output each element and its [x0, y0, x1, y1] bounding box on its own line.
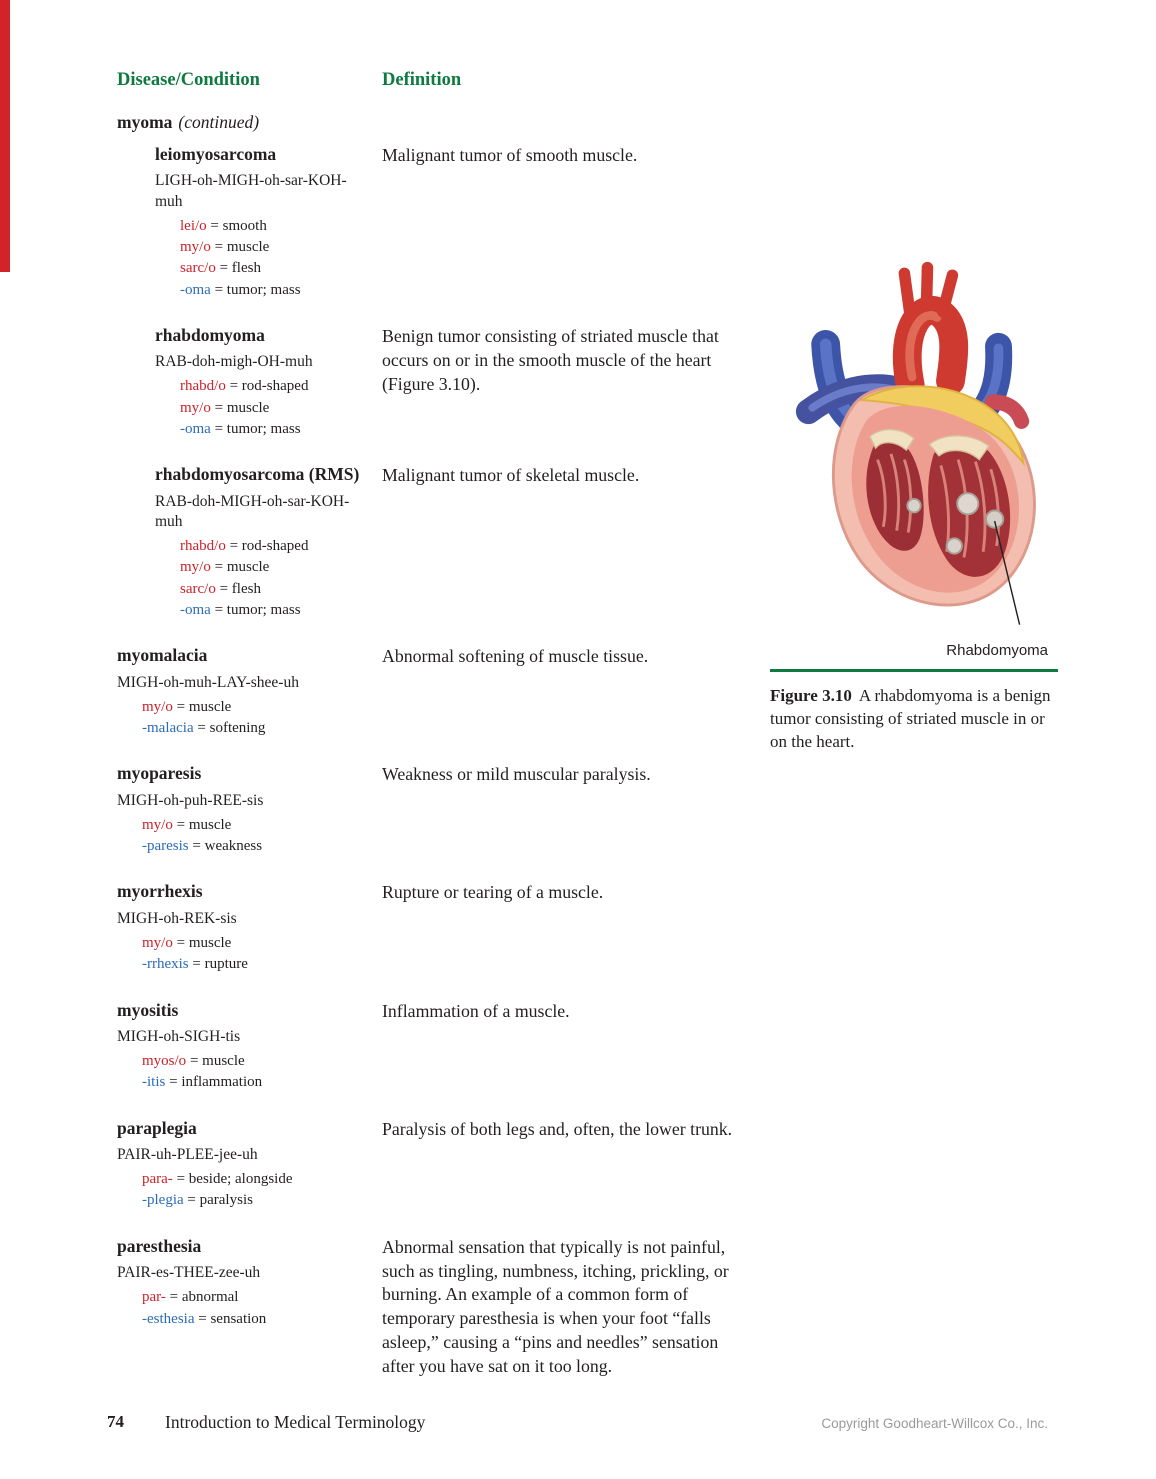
- book-title: Introduction to Medical Terminology: [165, 1412, 426, 1432]
- word-part: [180, 376, 360, 397]
- word-part-term: myos/o: [142, 1053, 187, 1070]
- word-part-meaning: muscle: [226, 559, 270, 576]
- word-part-equals: =: [188, 956, 205, 973]
- word-part-meaning: tumor; mass: [226, 420, 301, 437]
- word-part-meaning: tumor; mass: [226, 601, 301, 618]
- word-part: [142, 1051, 322, 1072]
- word-part-term: my/o: [180, 238, 211, 255]
- word-part: [142, 815, 322, 836]
- word-part-term: -oma: [180, 281, 211, 298]
- term-entry: [117, 463, 777, 621]
- word-part-meaning: rod-shaped: [241, 378, 309, 395]
- term-definition: Benign tumor consisting of striated muscle that occurs on or in the smooth muscle of the heart (Figure 3.10).: [382, 325, 719, 394]
- word-part-meaning: flesh: [231, 260, 261, 277]
- word-part-term: para-: [142, 1171, 173, 1188]
- word-part-equals: =: [210, 238, 227, 255]
- word-part-term: par-: [142, 1289, 166, 1306]
- word-parts-list: [142, 1287, 322, 1330]
- word-part-equals: =: [210, 281, 227, 298]
- word-part-equals: =: [210, 399, 227, 416]
- word-part: [180, 600, 360, 621]
- word-parts-list: [142, 933, 322, 976]
- word-part: [142, 718, 322, 739]
- word-parts-list: [180, 216, 360, 301]
- word-part-term: rhabd/o: [180, 378, 226, 395]
- term-pronunciation: PAIR-uh-PLEE-jee-uh: [117, 1146, 258, 1164]
- word-part-equals: =: [165, 1074, 182, 1091]
- word-part-term: my/o: [180, 559, 211, 576]
- figure-panel: [770, 258, 1058, 753]
- word-part: [180, 216, 360, 237]
- word-part-meaning: muscle: [202, 1053, 245, 1070]
- figure-pointer-label: Rhabdomyoma: [946, 642, 1048, 659]
- word-part-term: -plegia: [142, 1192, 184, 1209]
- term-definition: Weakness or mild muscular paralysis.: [382, 764, 651, 785]
- word-part-meaning: beside; alongside: [188, 1171, 293, 1188]
- term-column: [117, 1235, 322, 1330]
- word-part-equals: =: [172, 698, 189, 715]
- term-name: paraplegia: [117, 1117, 197, 1138]
- word-part-equals: =: [172, 1171, 189, 1188]
- word-part: [142, 1190, 322, 1211]
- continued-term-note: (continued): [178, 112, 260, 132]
- word-parts-list: [142, 1051, 322, 1094]
- word-parts-list: [142, 1169, 322, 1212]
- word-part-term: my/o: [142, 934, 173, 951]
- term-definition: Malignant tumor of smooth muscle.: [382, 145, 638, 165]
- word-part-term: -rrhexis: [142, 956, 189, 973]
- word-part-term: -oma: [180, 420, 211, 437]
- word-part-equals: =: [215, 580, 232, 597]
- word-part-equals: =: [215, 260, 232, 277]
- term-name: rhabdomyosarcoma (RMS): [155, 464, 360, 485]
- table-header: [117, 70, 777, 112]
- word-part: [142, 1309, 322, 1330]
- term-column: [155, 324, 360, 440]
- word-part-term: lei/o: [180, 217, 207, 234]
- word-part: [142, 1169, 322, 1190]
- word-part-meaning: muscle: [188, 698, 232, 715]
- word-part: [180, 280, 360, 301]
- term-definition: Paralysis of both legs and, often, the lower trunk.: [382, 1118, 733, 1139]
- term-column: [117, 999, 322, 1094]
- word-part-term: -oma: [180, 601, 211, 618]
- term-name: paresthesia: [117, 1235, 202, 1256]
- term-pronunciation: MIGH-oh-REK-sis: [117, 909, 237, 927]
- term-entry: [117, 1235, 777, 1376]
- figure-caption-text: A rhabdomyoma is a benign tumor consisting of striated muscle in or on the heart.: [770, 686, 1051, 752]
- word-part-equals: =: [186, 1053, 203, 1070]
- word-part-term: -esthesia: [142, 1310, 195, 1327]
- word-part: [142, 933, 322, 954]
- term-column: [117, 1117, 322, 1212]
- word-part-equals: =: [183, 1192, 200, 1209]
- word-part: [180, 398, 360, 419]
- term-name: myorrhexis: [117, 881, 203, 902]
- word-part-meaning: inflammation: [181, 1074, 263, 1091]
- heart-illustration: [770, 258, 1058, 642]
- word-part-meaning: abnormal: [181, 1289, 239, 1306]
- word-part-meaning: paralysis: [199, 1192, 253, 1209]
- word-part-term: -malacia: [142, 719, 194, 736]
- column-header-disease-condition: Disease/Condition: [117, 70, 260, 90]
- word-parts-list: [180, 376, 360, 440]
- term-entry: [117, 1117, 777, 1212]
- word-part: [180, 536, 360, 557]
- term-pronunciation: LIGH-oh-MIGH-oh-sar-KOH-muh: [155, 172, 347, 210]
- word-part: [142, 697, 322, 718]
- entries-list: [117, 143, 777, 1376]
- word-part: [180, 557, 360, 578]
- term-column: [155, 143, 360, 301]
- word-part-meaning: sensation: [210, 1310, 267, 1327]
- word-part: [180, 419, 360, 440]
- word-parts-list: [142, 697, 322, 740]
- term-name: myomalacia: [117, 645, 208, 666]
- word-part-equals: =: [193, 719, 210, 736]
- page-edge-accent-bar: [0, 0, 10, 272]
- figure-caption-number: Figure 3.10: [770, 686, 852, 705]
- term-pronunciation: MIGH-oh-muh-LAY-shee-uh: [117, 673, 299, 691]
- term-column: [155, 463, 360, 621]
- term-entry: [117, 999, 777, 1094]
- terminology-table: [117, 70, 777, 1376]
- word-part-term: my/o: [142, 816, 173, 833]
- word-part-equals: =: [188, 838, 205, 855]
- word-part-equals: =: [210, 559, 227, 576]
- word-part-equals: =: [165, 1289, 182, 1306]
- word-part-equals: =: [225, 378, 242, 395]
- word-part-meaning: rod-shaped: [241, 537, 309, 554]
- term-pronunciation: RAB-doh-migh-OH-muh: [155, 353, 313, 371]
- word-part: [142, 836, 322, 857]
- term-entry: [117, 143, 777, 301]
- word-part-equals: =: [172, 816, 189, 833]
- word-part-meaning: muscle: [226, 238, 270, 255]
- term-column: [117, 762, 322, 857]
- term-column: [117, 644, 322, 739]
- term-definition: Rupture or tearing of a muscle.: [382, 882, 604, 903]
- term-pronunciation: MIGH-oh-SIGH-tis: [117, 1027, 241, 1045]
- word-part-meaning: muscle: [188, 934, 232, 951]
- term-definition: Abnormal sensation that typically is not painful, such as tingling, numbness, itching, prickling, or burning. An example of a common form of temporary paresthesia is when your foot “falls asleep,” causing a “pins and needles” sensation after you have sat on it too long.: [382, 1236, 729, 1376]
- term-column: [117, 880, 322, 975]
- word-part-equals: =: [194, 1310, 211, 1327]
- term-definition: Abnormal softening of muscle tissue.: [382, 646, 649, 667]
- word-part-meaning: muscle: [226, 399, 270, 416]
- word-part-meaning: weakness: [204, 838, 263, 855]
- term-name: myositis: [117, 999, 179, 1020]
- column-header-definition: Definition: [382, 70, 462, 90]
- word-part-equals: =: [210, 601, 227, 618]
- term-definition: Malignant tumor of skeletal muscle.: [382, 465, 640, 486]
- word-part-meaning: rupture: [204, 956, 248, 973]
- word-part: [180, 579, 360, 600]
- term-entry: [117, 762, 777, 857]
- term-pronunciation: RAB-doh-MIGH-oh-sar-KOH-muh: [155, 492, 350, 530]
- word-part-meaning: tumor; mass: [226, 281, 301, 298]
- term-name: myoparesis: [117, 763, 202, 784]
- word-parts-list: [142, 815, 322, 858]
- word-part-term: -paresis: [142, 838, 189, 855]
- word-part-term: -itis: [142, 1074, 166, 1091]
- word-part-term: sarc/o: [180, 580, 216, 597]
- word-part-meaning: softening: [209, 719, 266, 736]
- term-name: rhabdomyoma: [155, 324, 265, 345]
- figure-divider: [770, 669, 1058, 672]
- word-part-equals: =: [206, 217, 223, 234]
- figure-caption: [770, 684, 1058, 753]
- word-part: [142, 1072, 322, 1093]
- term-entry: [117, 324, 777, 440]
- word-part: [142, 954, 322, 975]
- word-part-meaning: flesh: [231, 580, 261, 597]
- word-part-equals: =: [210, 420, 227, 437]
- copyright-notice: Copyright Goodheart-Willcox Co., Inc.: [821, 1416, 1048, 1431]
- word-parts-list: [180, 536, 360, 621]
- word-part-meaning: muscle: [188, 816, 232, 833]
- word-part-term: sarc/o: [180, 260, 216, 277]
- word-part-term: rhabd/o: [180, 537, 226, 554]
- word-part-term: my/o: [180, 399, 211, 416]
- page-number: 74: [107, 1412, 124, 1431]
- continued-term-name: myoma: [117, 112, 173, 132]
- term-pronunciation: MIGH-oh-puh-REE-sis: [117, 791, 264, 809]
- word-part: [142, 1287, 322, 1308]
- page-footer: [0, 1412, 1156, 1442]
- word-part-equals: =: [225, 537, 242, 554]
- continued-term: [117, 112, 777, 133]
- term-entry: [117, 880, 777, 975]
- term-name: leiomyosarcoma: [155, 144, 277, 164]
- word-part-meaning: smooth: [222, 217, 267, 234]
- word-part-term: my/o: [142, 698, 173, 715]
- word-part: [180, 258, 360, 279]
- term-pronunciation: PAIR-es-THEE-zee-uh: [117, 1264, 261, 1282]
- term-entry: [117, 644, 777, 739]
- word-part: [180, 237, 360, 258]
- term-definition: Inflammation of a muscle.: [382, 1000, 570, 1021]
- word-part-equals: =: [172, 934, 189, 951]
